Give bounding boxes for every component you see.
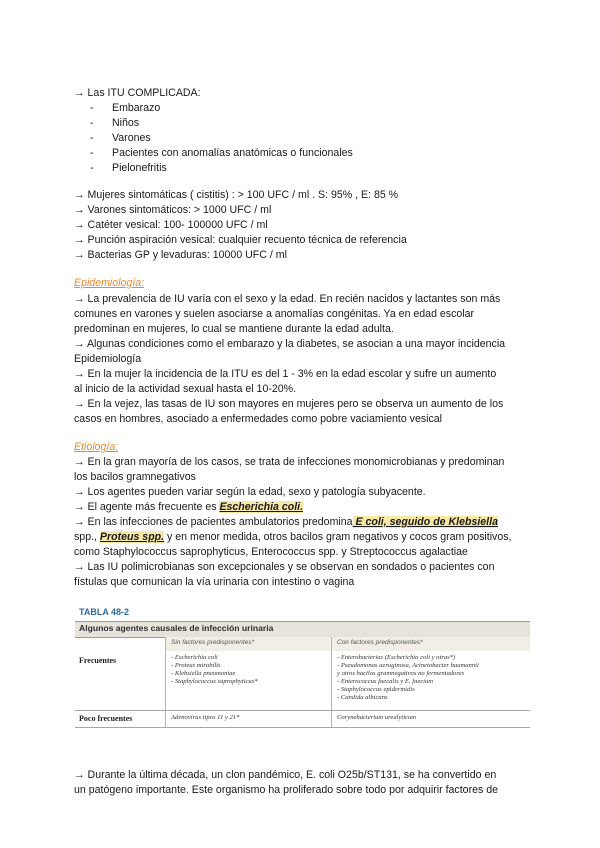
closing-line: → Durante la última década, un clon pandémico, E. coli O25b/ST131, se ha convertido en bbox=[74, 769, 497, 781]
criteria-line: → Catéter vesical: 100- 100000 UFC / ml bbox=[74, 219, 268, 231]
epidemiology-line: → La prevalencia de IU varía con el sexo y la edad. En recién nacidos y lactantes son más bbox=[74, 293, 501, 305]
criteria-line: → Varones sintomáticos: > 1000 UFC / ml bbox=[74, 204, 272, 216]
agents-table bbox=[75, 604, 530, 728]
table-cell: - Staphylococcus epidermidis bbox=[337, 686, 415, 693]
column-header: Con factores predisponentes* bbox=[337, 639, 423, 646]
table-cell: - Klebsiella pneumoniae bbox=[171, 670, 236, 677]
criteria-line: → Punción aspiración vesical: cualquier recuento técnica de referencia bbox=[74, 234, 407, 246]
table-cell: - Proteus mirabilis bbox=[171, 662, 221, 669]
highlighted-organism: Escherichia coli. bbox=[219, 501, 304, 513]
list-item: Varones bbox=[112, 132, 151, 144]
epidemiology-line: Epidemiología bbox=[74, 353, 142, 365]
criteria-line: → Mujeres sintomáticas ( cistitis) : > 100 UFC / ml . S: 95% , E: 85 % bbox=[74, 189, 399, 201]
bullet-dash: - bbox=[90, 147, 94, 159]
row-separator bbox=[75, 727, 530, 728]
epidemiology-heading: Epidemiología: bbox=[74, 277, 145, 289]
etiology-heading: Etiología: bbox=[74, 441, 119, 453]
epidemiology-line: predominan en mujeres, lo cual se mantiene durante la edad adulta. bbox=[74, 323, 394, 335]
etiology-line: → Las IU polimicrobianas son excepcionales y se observan en sondados o pacientes con bbox=[74, 561, 495, 573]
table-cell: - Enterobacterias (Escherichia coli y otras*) bbox=[337, 654, 456, 661]
etiology-text: → En las infecciones de pacientes ambulatorios predomina bbox=[74, 516, 353, 528]
bullet-dash: - bbox=[90, 132, 94, 144]
table-cell: - Candida albicans bbox=[337, 694, 388, 701]
etiology-line: → Los agentes pueden variar según la edad, sexo y patología subyacente. bbox=[74, 486, 426, 498]
highlighted-organism: Proteus spp. bbox=[99, 531, 165, 543]
list-item: Pielonefritis bbox=[112, 162, 167, 174]
bullet-dash: - bbox=[90, 162, 94, 174]
etiology-line bbox=[74, 515, 498, 530]
highlighted-organism: E coli, seguido de Klebsiella bbox=[352, 516, 498, 528]
complicated-title: → Las ITU COMPLICADA: bbox=[74, 87, 201, 99]
etiology-line: como Staphylococcus saprophyticus, Enterococcus spp. y Streptococcus agalactiae bbox=[74, 546, 468, 558]
table-title: TABLA 48-2 bbox=[79, 607, 130, 617]
bullet-dash: - bbox=[90, 117, 94, 129]
etiology-line: → En la gran mayoría de los casos, se trata de infecciones monomicrobianas y predominan bbox=[74, 456, 505, 468]
table-cell: Corynebacterium urealyticum bbox=[337, 714, 417, 721]
etiology-line: fístulas que comunican la vía urinaria con intestino o vagina bbox=[74, 576, 355, 588]
epidemiology-line: → En la vejez, las tasas de IU son mayores en mujeres pero se observa un aumento de los bbox=[74, 398, 504, 410]
etiology-text: → El agente más frecuente es bbox=[74, 501, 220, 513]
table-cell: - Staphylococcus saprophyticus* bbox=[171, 678, 258, 685]
epidemiology-line: casos en hombres, asociado a enfermedades como pobre vaciamiento vesical bbox=[74, 413, 443, 425]
epidemiology-line: al inicio de la actividad sexual hasta el 10-20%. bbox=[74, 383, 297, 395]
column-divider bbox=[165, 637, 166, 728]
row-separator bbox=[75, 710, 530, 711]
etiology-line bbox=[74, 500, 303, 515]
epidemiology-line: comunes en varones y suelen asociarse a anomalías congénitas. Ya en edad escolar bbox=[74, 308, 475, 320]
column-header: Sin factores predisponentes* bbox=[171, 639, 255, 646]
epidemiology-line: → En la mujer la incidencia de la ITU es del 1 - 3% en la edad escolar y sufre un aumento bbox=[74, 368, 497, 380]
etiology-line: los bacilos gramnegativos bbox=[74, 471, 196, 483]
row-label: Frecuentes bbox=[79, 656, 117, 665]
table-subtitle-bar bbox=[75, 621, 530, 638]
etiology-text: y en menor medida, otros bacilos gram negativos y cocos gram positivos, bbox=[164, 531, 512, 543]
table-subtitle: Algunos agentes causales de infección urinaria bbox=[79, 623, 274, 633]
epidemiology-line: → Algunas condiciones como el embarazo y la diabetes, se asocian a una mayor incidencia bbox=[74, 338, 506, 350]
table-cell: - Enterococcus faecalis y E. faecium bbox=[337, 678, 434, 685]
bullet-dash: - bbox=[90, 102, 94, 114]
column-divider bbox=[331, 637, 332, 728]
table-cell: y otros bacilos gramnegativos no fermentadores bbox=[337, 670, 465, 677]
etiology-line bbox=[74, 530, 512, 545]
etiology-text: spp., bbox=[74, 531, 100, 543]
table-cell: Adenovirus tipos 11 y 21* bbox=[171, 714, 240, 721]
table-cell: - Pseudomonas aeruginosa, Acinetobacter baumannii bbox=[337, 662, 479, 669]
list-item: Niños bbox=[112, 117, 140, 129]
list-item: Embarazo bbox=[112, 102, 161, 114]
table-cell: - Escherichia coli bbox=[171, 654, 218, 661]
criteria-line: → Bacterias GP y levaduras: 10000 UFC / ml bbox=[74, 249, 287, 261]
list-item: Pacientes con anomalías anatómicas o funcionales bbox=[112, 147, 353, 159]
row-label: Poco frecuentes bbox=[79, 714, 133, 723]
closing-line: un patógeno importante. Este organismo ha proliferado sobre todo por adquirir factores de bbox=[74, 784, 499, 796]
